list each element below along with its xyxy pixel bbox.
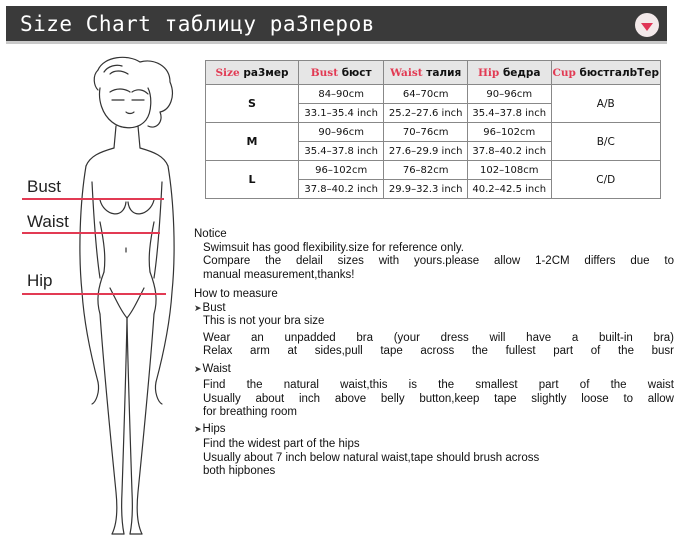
header-size: Size ра3мер: [206, 61, 299, 85]
waist-section-title: ➤ Waist: [194, 362, 231, 375]
waist-inch-cell: 29.9–32.3 inch: [384, 180, 468, 199]
hips-line: Find the widest part of the hips: [203, 438, 360, 450]
hip-inch-cell: 40.2–42.5 inch: [467, 180, 551, 199]
arrow-right-icon: ➤: [194, 302, 202, 313]
notice-line: Compare the delail sizes with yours.please allow 1-2CM differs due to: [203, 255, 674, 267]
hip-inch-cell: 35.4–37.8 inch: [467, 104, 551, 123]
notice-line: Swimsuit has good flexibility.size for reference only.: [203, 241, 464, 254]
hip-cm-cell: 96–102cm: [467, 123, 551, 142]
bust-line: Relax arm at sides,pull tape across the fullest part of the busr: [203, 345, 674, 357]
bust-line: [22, 198, 164, 200]
table-row: [206, 123, 661, 142]
hip-inch-cell: 37.8–40.2 inch: [467, 142, 551, 161]
header-bar: [6, 6, 667, 44]
waist-cm-cell: 64–70cm: [384, 85, 468, 104]
hip-line: [22, 293, 166, 295]
hip-label: Hip: [27, 271, 53, 290]
hip-cm-cell: 102–108cm: [467, 161, 551, 180]
bust-cm-cell: 84–90cm: [298, 85, 383, 104]
waist-cm-cell: 76–82cm: [384, 161, 468, 180]
hips-line: both hipbones: [203, 465, 276, 477]
table-row: [206, 85, 661, 104]
bust-label: Bust: [27, 177, 62, 196]
waist-line: for breathing room: [203, 406, 297, 418]
hip-cm-cell: 90–96cm: [467, 85, 551, 104]
bust-inch-cell: 35.4–37.8 inch: [298, 142, 383, 161]
waist-inch-cell: 27.6–29.9 inch: [384, 142, 468, 161]
cup-cell: B/C: [551, 123, 660, 161]
arrow-right-icon: ➤: [194, 423, 202, 434]
bust-cm-cell: 90–96cm: [298, 123, 383, 142]
waist-line: Usually about inch above belly button,keep tape slightly loose to allow: [203, 392, 674, 405]
collapse-button[interactable]: [635, 13, 659, 37]
waist-label: Waist: [27, 212, 69, 231]
bust-line: Wear an unpadded bra (your dress will have a built-in bra): [203, 331, 674, 344]
chevron-down-icon: [641, 23, 653, 31]
page-title: Size Chart таблицу ра3перов: [20, 12, 375, 36]
notice-line: manual measurement,thanks!: [203, 268, 355, 281]
size-table: [205, 60, 661, 199]
bust-line: This is not your bra size: [203, 315, 325, 327]
arrow-right-icon: ➤: [194, 363, 202, 374]
notice-title: Notice: [194, 228, 227, 240]
waist-line: Find the natural waist,this is the smallest part of the waist: [203, 379, 674, 391]
header-cup: Cup бюстгалbТер: [551, 61, 660, 85]
cup-cell: A/B: [551, 85, 660, 123]
header-bust: Bust бюст: [298, 61, 383, 85]
cup-cell: C/D: [551, 161, 660, 199]
table-row: [206, 161, 661, 180]
body-outline-icon: [0, 52, 200, 541]
header-hip: Hip бедра: [467, 61, 551, 85]
size-cell: S: [206, 85, 299, 123]
measure-notes: [194, 228, 674, 479]
body-figure: [0, 52, 200, 541]
size-cell: L: [206, 161, 299, 199]
header-waist: Waist талия: [384, 61, 468, 85]
waist-line: [22, 232, 160, 234]
bust-inch-cell: 33.1–35.4 inch: [298, 104, 383, 123]
waist-cm-cell: 70–76cm: [384, 123, 468, 142]
hips-section-title: ➤ Hips: [194, 422, 226, 435]
bust-section-title: ➤ Bust: [194, 301, 226, 314]
table-header-row: [206, 61, 661, 85]
how-to-title: How to measure: [194, 288, 278, 300]
bust-inch-cell: 37.8–40.2 inch: [298, 180, 383, 199]
bust-cm-cell: 96–102cm: [298, 161, 383, 180]
hips-line: Usually about 7 inch below natural waist,tape should brush across: [203, 451, 540, 464]
size-cell: M: [206, 123, 299, 161]
waist-inch-cell: 25.2–27.6 inch: [384, 104, 468, 123]
